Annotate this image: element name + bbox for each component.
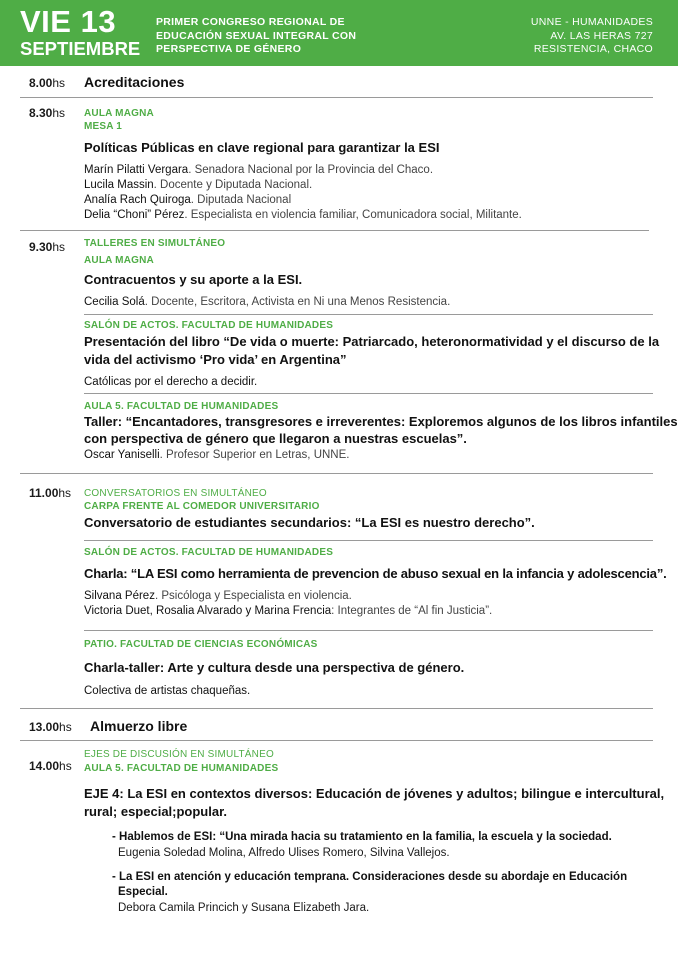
venue-label: PATIO. FACULTAD DE CIENCIAS ECONÓMICAS	[84, 639, 318, 650]
divider	[20, 473, 653, 474]
sub-talk-title: - La ESI en atención y educación temprana. Consideraciones desde su abordaje en Educación	[112, 871, 628, 883]
session-title-accreditation: Acreditaciones	[84, 74, 185, 90]
venue-label: AULA MAGNA	[84, 108, 154, 119]
axis-title-cont: rural; especial;popular.	[84, 804, 228, 819]
speaker-line: Católicas por el derecho a decidir.	[84, 376, 258, 388]
speaker-line: Silvana Pérez. Psicóloga y Especialista en violencia.	[84, 590, 352, 602]
speaker-line: Delia “Choni” Pérez. Especialista en violencia familiar, Comunicadora social, Militante.	[84, 209, 522, 221]
time-14-00: 14.00hs	[29, 759, 72, 773]
sub-talk-title-cont: Especial.	[118, 886, 168, 898]
speaker-line: Colectiva de artistas chaqueñas.	[84, 685, 251, 697]
talk-title: Charla-taller: Arte y cultura desde una perspectiva de género.	[84, 660, 465, 675]
speaker-line: Analía Rach Quiroga. Diputada Nacional	[84, 194, 292, 206]
time-9-30: 9.30hs	[29, 240, 66, 254]
talk-title: Taller: “Encantadores, transgresores e irreverentes: Exploremos algunos de los libros infantiles	[84, 414, 678, 429]
venue-label: AULA 5. FACULTAD DE HUMANIDADES	[84, 763, 279, 774]
talk-title: Políticas Públicas en clave regional para garantizar la ESI	[84, 140, 440, 155]
divider	[84, 630, 653, 631]
speaker-line: Cecilia Solá. Docente, Escritora, Activista en Ni una Menos Resistencia.	[84, 296, 451, 308]
divider	[84, 540, 653, 541]
workshops-label: TALLERES EN SIMULTÁNEO	[84, 238, 226, 249]
event-month: SEPTIEMBRE	[20, 38, 141, 59]
axis-title: EJE 4: La ESI en contextos diversos: Educación de jóvenes y adultos; bilingue e intercultural,	[84, 786, 665, 801]
sub-talk-people: Debora Camila Princich y Susana Elizabeth Jara.	[118, 902, 370, 914]
talk-title: Conversatorio de estudiantes secundarios: “La ESI es nuestro derecho”.	[84, 515, 535, 530]
speaker-line: Marín Pilatti Vergara. Senadora Nacional por la Provincia del Chaco.	[84, 164, 434, 176]
venue-label: AULA 5. FACULTAD DE HUMANIDADES	[84, 401, 279, 412]
header-banner	[0, 0, 678, 66]
speaker-line: Victoria Duet, Rosalia Alvarado y Marina Frencia: Integrantes de “Al fin Justicia”.	[84, 605, 493, 617]
congress-title: PRIMER CONGRESO REGIONAL DE EDUCACIÓN SEXUAL INTEGRAL CON PERSPECTIVA DE GÉNERO	[156, 16, 357, 55]
talk-title: Contracuentos y su aporte a la ESI.	[84, 272, 303, 287]
time-8-00: 8.00hs	[29, 76, 66, 90]
sub-talk-people: Eugenia Soledad Molina, Alfredo Ulises Romero, Silvina Vallejos.	[118, 847, 450, 859]
divider	[20, 97, 653, 98]
venue-label: SALÓN DE ACTOS. FACULTAD DE HUMANIDADES	[84, 320, 334, 331]
divider	[84, 393, 653, 394]
talk-title: Charla: “LA ESI como herramienta de prevencion de abuso sexual en la infancia y adolescencia”.	[84, 566, 667, 581]
speaker-line: Oscar Yaniselli. Profesor Superior en Letras, UNNE.	[84, 449, 350, 461]
sub-talk-title: - Hablemos de ESI: “Una mirada hacia su tratamiento en la familia, la escuela y la sociedad.	[112, 831, 612, 843]
talk-title-cont: vida del activismo ‘Pro vida’ en Argentina”	[84, 352, 347, 367]
speaker-line: Lucila Massin. Docente y Diputada Nacional.	[84, 179, 313, 191]
panel-label: MESA 1	[84, 121, 123, 132]
divider	[20, 740, 653, 741]
venue-label: CARPA FRENTE AL COMEDOR UNIVERSITARIO	[84, 501, 320, 512]
session-title-lunch: Almuerzo libre	[90, 718, 188, 734]
conversations-label: CONVERSATORIOS EN SIMULTÁNEO	[84, 488, 267, 499]
time-11-00: 11.00hs	[29, 486, 72, 500]
venue-label: SALÓN DE ACTOS. FACULTAD DE HUMANIDADES	[84, 547, 334, 558]
time-8-30: 8.30hs	[29, 106, 66, 120]
divider	[84, 314, 653, 315]
event-day: VIE 13	[20, 4, 117, 39]
venue-label: AULA MAGNA	[84, 255, 154, 266]
talk-title: Presentación del libro “De vida o muerte: Patriarcado, heteronormatividad y el discurso de la	[84, 334, 660, 349]
time-13-00: 13.00hs	[29, 720, 72, 734]
discussion-axes-label: EJES DE DISCUSIÓN EN SIMULTÁNEO	[84, 749, 274, 760]
talk-title-cont: con perspectiva de género que llegaron a nuestras escuelas”.	[84, 431, 467, 446]
venue-address: UNNE - HUMANIDADES AV. LAS HERAS 727 RESISTENCIA, CHACO	[530, 16, 653, 55]
divider	[20, 708, 653, 709]
divider	[20, 230, 649, 231]
